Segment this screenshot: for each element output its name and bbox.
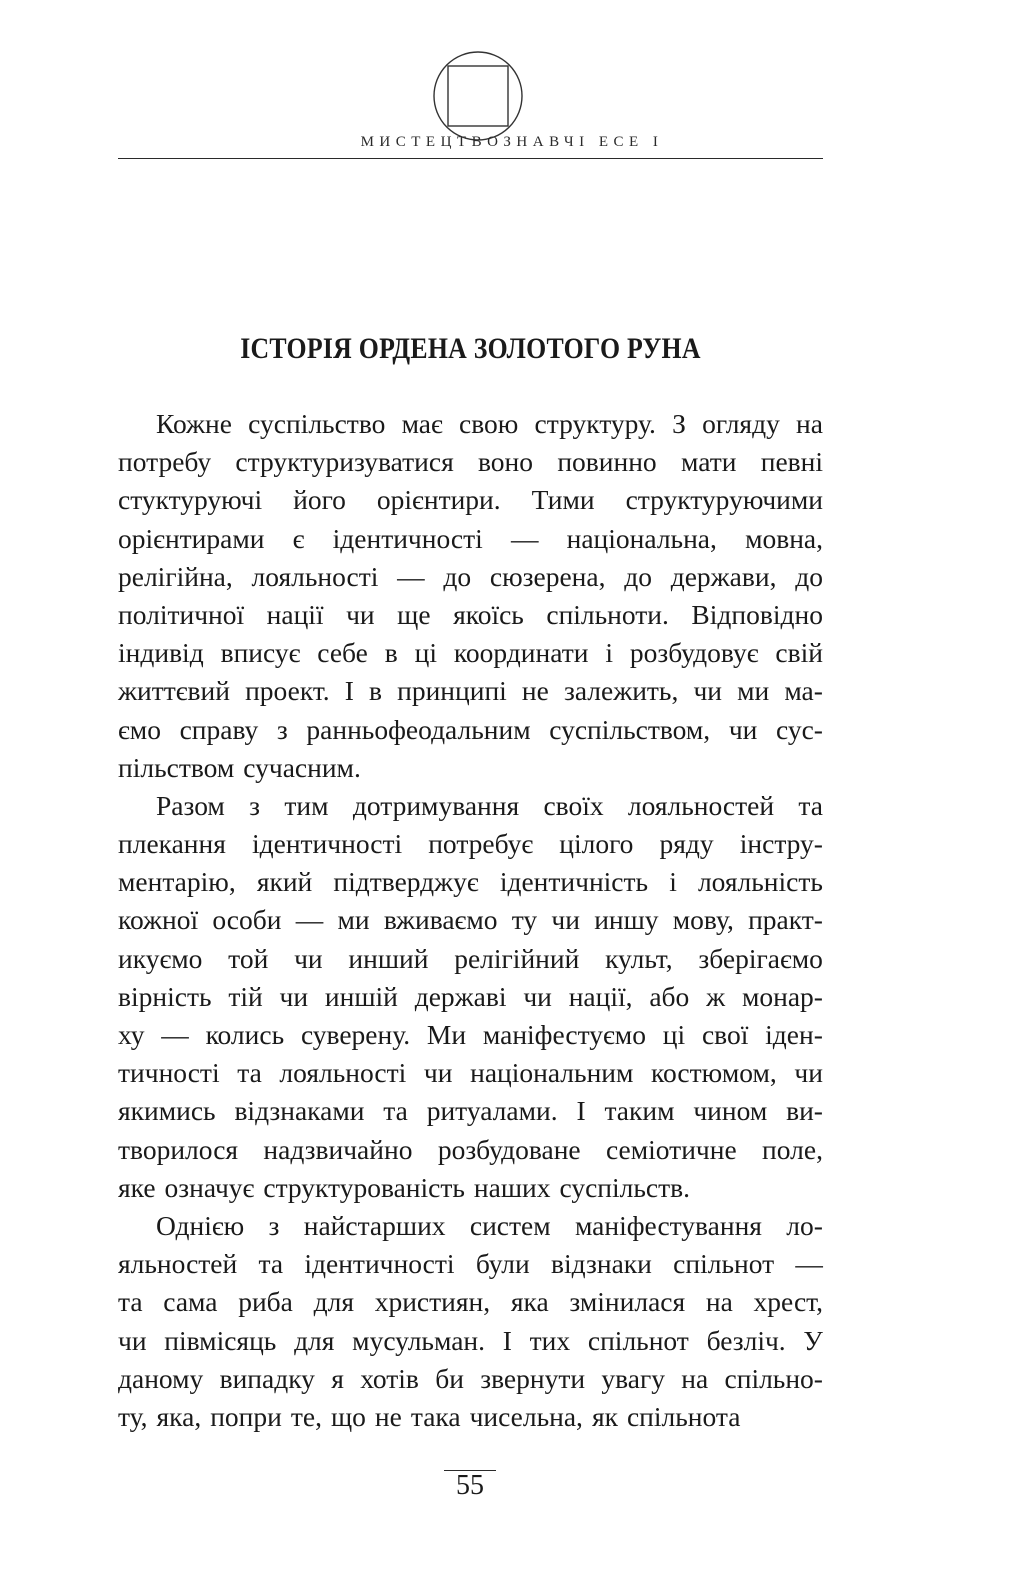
text-line: даному випадку я хотів би звернути увагу на спільно- [118,1362,823,1394]
text-line: кожної особи — ми вживаємо ту чи иншу мову, практ- [118,904,823,936]
text-line: Разом з тим дотримування своїх лояльностей та [156,789,823,821]
text-line: ментарію, який підтверджує ідентичність і лояльність [118,866,823,898]
text-line: релігійна, лояльності — до сюзерена, до держави, до [118,560,823,592]
header-rule [118,158,823,159]
text-line: орієнтирами є ідентичності — національна, мовна, [118,522,823,554]
text-line: індивід вписує себе в ці координати і розбудовує свій [118,637,823,669]
text-line: та сама риба для християн, яка змінилася на хрест, [118,1286,823,1318]
chapter-title: ІСТОРІЯ ОРДЕНА ЗОЛОТОГО РУНА [240,332,701,365]
text-line: стуктуруючі його орієнтири. Тими структуруючими [118,484,823,516]
running-head: МИСТЕЦТВОЗНАВЧІ ЕСЕ І [360,134,664,150]
page-number: 55 [456,1470,484,1501]
page-footer [444,1470,496,1501]
paragraph [118,405,823,787]
text-line: ху — колись суверену. Ми маніфестуємо ці свої іден- [118,1019,823,1050]
text-line: пільством сучасним. [118,751,361,783]
text-line: творилося надзвичайно розбудоване семіотичне поле, [118,1133,823,1165]
text-line: якимись відзнаками та ритуалами. І таким чином ви- [118,1095,823,1127]
text-line: політичної нації чи ще якоїсь спільноти. Відповідно [118,598,823,630]
text-line: Однією з найстарших систем маніфестування ло- [156,1209,823,1241]
text-line: тичності та лояльності чи національним костюмом, чи [118,1057,823,1089]
paragraph [118,1207,823,1436]
text-line: вірність тій чи иншій державі чи нації, або ж монар- [118,980,823,1012]
text-line: потребу структуризуватися воно повинно мати певні [118,446,823,478]
text-line: Кожне суспільство має свою структуру. З огляду на [156,408,823,439]
body-text [118,405,823,1436]
text-line: життєвий проект. І в принципі не залежить, чи ми ма- [118,675,823,707]
text-line: яке означує структурованість наших суспільств. [118,1171,691,1203]
text-line: икуємо той чи инший релігійний культ, зберігаємо [118,942,823,974]
text-line: яльностей та ідентичності були відзнаки спільнот — [118,1248,823,1280]
text-line: плекання ідентичності потребує цілого ряду інстру- [118,828,823,860]
text-line: чи півмісяць для мусульман. І тих спільнот безліч. У [118,1324,823,1356]
text-line: ємо справу з ранньофеодальним суспільством, чи сус- [118,713,823,745]
paragraph [118,787,823,1207]
text-line: ту, яка, попри те, що не така чисельна, як спільнота [118,1400,741,1432]
circle-square-emblem-icon [432,50,524,142]
